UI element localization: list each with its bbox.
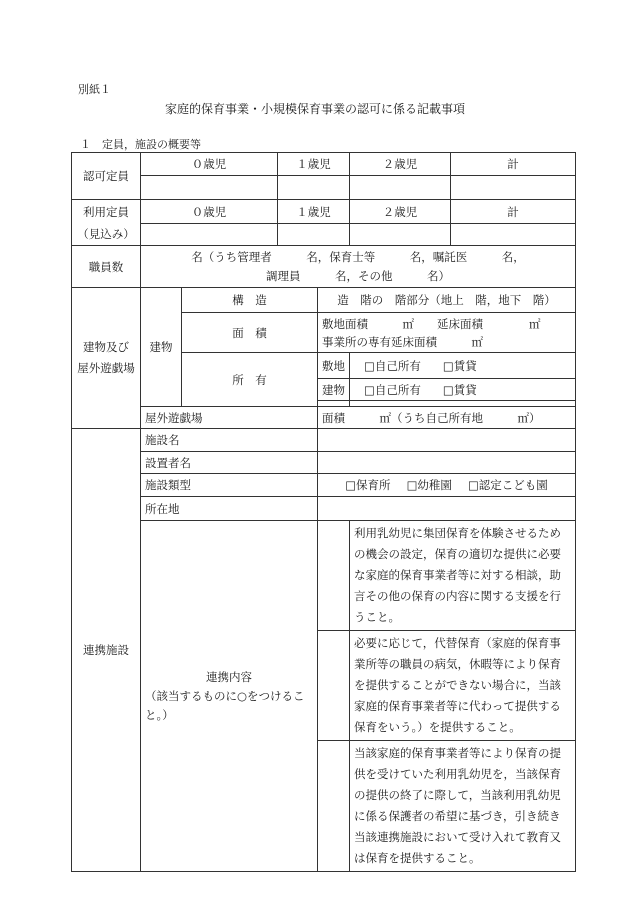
content-mark-3[interactable]: [318, 741, 350, 872]
address-input[interactable]: [318, 497, 576, 521]
staff-line1: 名（うち管理者 名，保育士等 名，嘱託医 名，: [191, 249, 525, 264]
staff-value[interactable]: [141, 246, 576, 288]
content-mark-2[interactable]: [318, 631, 350, 741]
usage-age0-input[interactable]: [141, 224, 278, 246]
staff-label: 職員数: [72, 246, 141, 288]
capacity-age0-input[interactable]: [141, 176, 278, 200]
area-label: 面 積: [182, 313, 318, 353]
ownership-label: 所 有: [182, 353, 318, 407]
playground-value[interactable]: 面積 ㎡（うち自己所有地 ㎡）: [318, 407, 576, 429]
establisher-input[interactable]: [318, 452, 576, 474]
capacity-age2-input[interactable]: [350, 176, 451, 200]
usage-col-age1: １歳児: [278, 200, 350, 224]
capacity-total-input[interactable]: [451, 176, 576, 200]
content-label-note: （該当するものに○をつけること。）: [145, 688, 305, 722]
usage-col-age0: ０歳児: [141, 200, 278, 224]
facility-type-label: 施設類型: [141, 474, 318, 497]
establisher-label: 設置者名: [141, 452, 318, 474]
building-own-checkbox[interactable]: □自己所有: [364, 382, 421, 397]
application-form-table: [71, 152, 576, 872]
area-value-line1: 敷地面積 ㎡ 延床面積 ㎡: [322, 316, 541, 331]
content-text-2: 必要に応じて，代替保育（家庭的保育事業所等の職員の病気，休暇等により保育を提供することができない場合に，当該家庭的保育事業者等に代わって提供する保育をいう。）を提供すること。: [350, 631, 576, 741]
usage-total-input[interactable]: [451, 224, 576, 246]
usage-col-age2: ２歳児: [350, 200, 451, 224]
usage-label-line2: （見込み）: [77, 226, 135, 241]
building-label-line1: 建物及び: [83, 340, 129, 354]
facility-type-options: [318, 474, 576, 497]
site-own-checkbox[interactable]: □自己所有: [364, 358, 421, 373]
building-label: [72, 288, 141, 429]
site-ownership-options: [350, 353, 576, 379]
capacity-col-total: 計: [451, 153, 576, 176]
capacity-col-age0: ０歳児: [141, 153, 278, 176]
facility-name-label: 施設名: [141, 429, 318, 452]
type-certified-center-checkbox[interactable]: □認定こども園: [467, 478, 548, 492]
content-label: [141, 521, 318, 872]
structure-label: 構 造: [182, 288, 318, 313]
site-label: 敷地: [318, 353, 350, 379]
usage-age1-input[interactable]: [278, 224, 350, 246]
content-text-3: 当該家庭的保育事業者等により保育の提供を受けていた利用乳幼児を，当該保育の提供の終了に際して，当該利用乳幼児に係る保護者の希望に基づき，引き続き当該連携施設において受け入れて教育又は保育を提供すること。: [350, 741, 576, 872]
structure-value[interactable]: 造 階の 階部分（地上 階，地下 階）: [318, 288, 576, 313]
address-label: 所在地: [141, 497, 318, 521]
content-mark-1[interactable]: [318, 521, 350, 631]
site-lease-checkbox[interactable]: □賃貸: [442, 358, 477, 373]
playground-label: 屋外遊戯場: [141, 407, 318, 429]
building-label-line2: 屋外遊戯場: [77, 361, 135, 375]
usage-col-total: 計: [451, 200, 576, 224]
capacity-col-age1: １歳児: [278, 153, 350, 176]
building-ownership-options: [350, 379, 576, 401]
content-label-title: 連携内容: [206, 669, 252, 684]
usage-label-line1: 利用定員: [83, 204, 129, 219]
usage-label: [72, 200, 141, 246]
usage-age2-input[interactable]: [350, 224, 451, 246]
building-own-label: 建物: [318, 379, 350, 401]
section-heading: １ 定員，施設の概要等: [80, 138, 201, 151]
content-text-1: 利用乳幼児に集団保育を体験させるための機会の設定，保育の適切な提供に必要な家庭的保育事業者等に対する相談，助言その他の保育の内容に関する支援を行うこと。: [350, 521, 576, 631]
partner-label: 連携施設: [72, 429, 141, 872]
building-lease-checkbox[interactable]: □賃貸: [442, 382, 477, 397]
type-nursery-checkbox[interactable]: □保育所: [345, 478, 391, 492]
building-sub-label: 建物: [141, 288, 182, 407]
area-value-line2: 事業所の専有延床面積 ㎡: [322, 334, 483, 349]
page-title: 家庭的保育事業・小規模保育事業の認可に係る記載事項: [164, 102, 465, 116]
attachment-label: 別紙１: [78, 83, 111, 96]
staff-line2: 調理員 名，その他 名）: [266, 268, 450, 283]
capacity-col-age2: ２歳児: [350, 153, 451, 176]
capacity-label: 認可定員: [72, 153, 141, 200]
facility-name-input[interactable]: [318, 429, 576, 452]
capacity-age1-input[interactable]: [278, 176, 350, 200]
type-kindergarten-checkbox[interactable]: □幼稚園: [406, 478, 452, 492]
area-value[interactable]: [318, 313, 576, 353]
